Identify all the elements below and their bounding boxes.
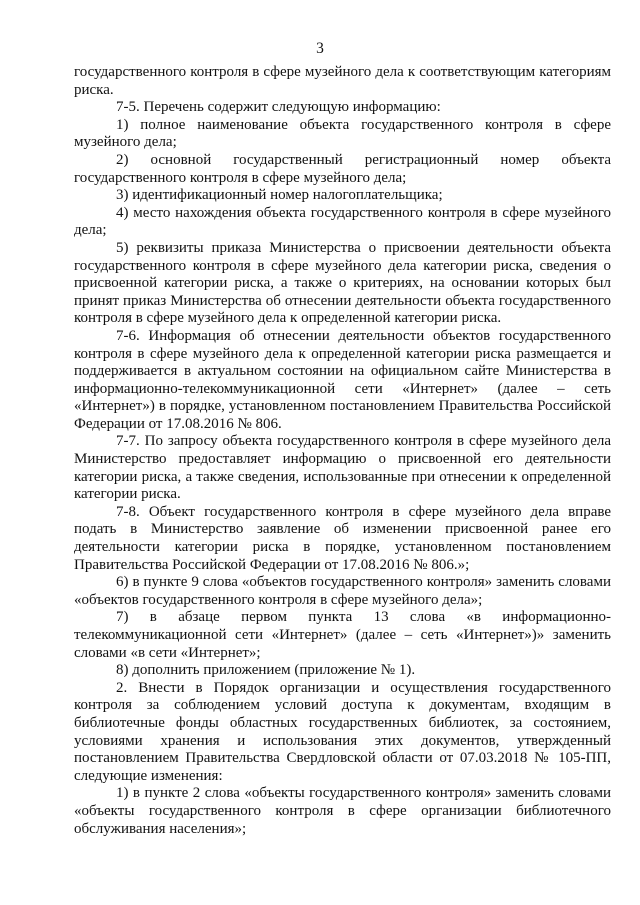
paragraph: 7-5. Перечень содержит следующую информацию: bbox=[116, 99, 441, 116]
paragraph: 7-8. Объект государственного контроля в сфере музейного дела вправе подать в Министерство заявление об изменении присвоенной ранее его деятельности категории риска в порядке, установленном постановлением Правительства Российской Федерации от 17.08.2016 № 806.»; bbox=[74, 503, 611, 573]
paragraph: 1) в пункте 2 слова «объекты государственного контроля» заменить словами «объекты государственного контроля в сфере организации библиотечного обслуживания населения»; bbox=[74, 785, 611, 837]
paragraph: 7) в абзаце первом пункта 13 слова «в информационно-телекоммуникационной сети «Интернет» (далее – сеть «Интернет»)» заменить словами «в сети «Интернет»; bbox=[74, 609, 611, 661]
paragraph: государственного контроля в сфере музейного дела к соответствующим категориям риска. bbox=[74, 64, 611, 98]
paragraph: 1) полное наименование объекта государственного контроля в сфере музейного дела; bbox=[74, 116, 611, 151]
paragraph: 8) дополнить приложением (приложение № 1). bbox=[116, 662, 416, 679]
paragraph: 6) в пункте 9 слова «объектов государственного контроля» заменить словами «объектов государственного контроля в сфере музейного дела»; bbox=[74, 574, 611, 608]
paragraph: 2. Внести в Порядок организации и осуществления государственного контроля за соблюдением условий доступа к документам, входящим в библиотечные фонды областных государственных библиотек, за состоянием, условиями хранения и использования этих документов, утвержденный постановлением Правительства Свердловской области от 07.03.2018 № 105-ПП, следующие изменения: bbox=[74, 679, 611, 784]
paragraph: 2) основной государственный регистрационный номер объекта государственного контроля в сфере музейного дела; bbox=[74, 151, 611, 186]
paragraph: 3) идентификационный номер налогоплательщика; bbox=[116, 187, 443, 204]
paragraph: 4) место нахождения объекта государственного контроля в сфере музейного дела; bbox=[74, 204, 611, 239]
page-number: 3 bbox=[316, 40, 324, 57]
paragraph: 7-6. Информация об отнесении деятельности объектов государственного контроля в сфере музейного дела к определенной категории риска размещается и поддерживается в актуальном состоянии на официальном сайте Министерства в информационно-телекоммуникационной сети «Интернет» (далее – сеть «Интернет») в порядке, установленном постановлением Правительства Российской Федерации от 17.08.2016 № 806. bbox=[74, 327, 611, 432]
paragraph: 7-7. По запросу объекта государственного контроля в сфере музейного дела Министерство предоставляет информацию о присвоенной его деятельности категории риска, а также сведения, использованные при отнесении к определенной категории риска. bbox=[74, 433, 611, 503]
document-body bbox=[74, 64, 611, 838]
paragraph: 5) реквизиты приказа Министерства о присвоении деятельности объекта государственного контроля в сфере музейного дела категории риска, сведения о присвоенной категории риска, а также о критериях, на основании которых был принят приказ Министерства об отнесении деятельности объекта государственного контроля в сфере музейного дела к определенной категории риска. bbox=[74, 239, 611, 327]
